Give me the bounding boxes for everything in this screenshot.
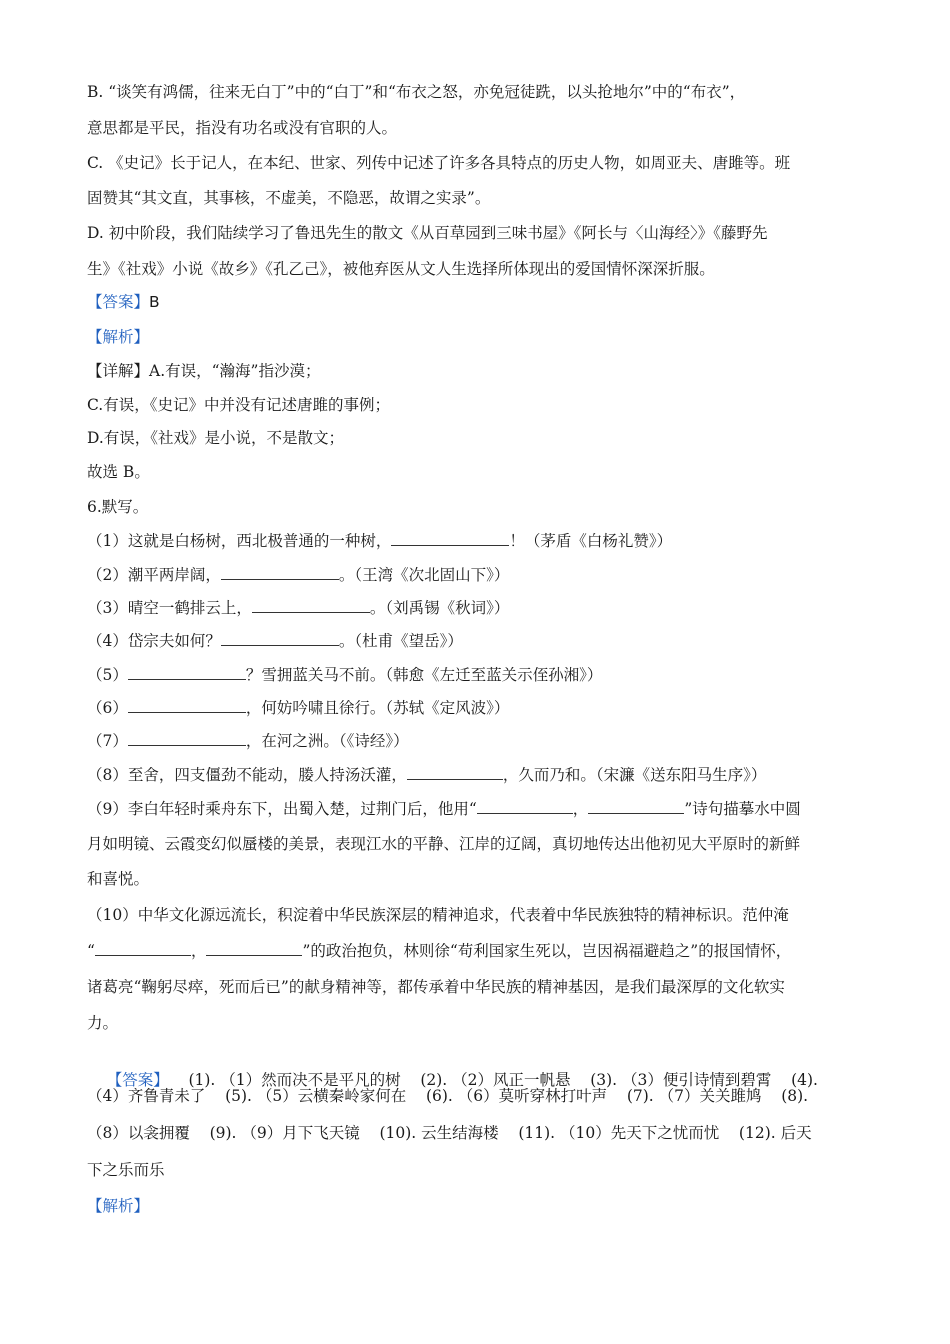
answer-blank xyxy=(221,631,339,646)
q6-item-10-line-3: 诸葛亮“鞠躬尽瘁，死而后已”的献身精神等，都传承着中华民族的精神基因，是我们最深厚的文化软实 xyxy=(87,978,785,996)
detail-tag: 【详解】 xyxy=(87,362,150,380)
q6-item-9-post: ”诗句描摹水中圆 xyxy=(684,800,801,818)
answer-blank xyxy=(407,765,503,780)
q6-item-post: ！（茅盾《白杨礼赞》） xyxy=(509,532,673,550)
question-6-title: 6.默写。 xyxy=(87,498,149,516)
q6-item-pre: （7） xyxy=(87,732,128,750)
q6-item-9-mid: ， xyxy=(572,800,589,818)
q6-item-post: 。（王湾《次北固山下》） xyxy=(338,566,510,584)
q6-item-9-line-1 xyxy=(87,799,870,819)
answer-blank xyxy=(477,799,573,814)
answer-blank xyxy=(206,941,302,956)
detail-line-2: C.有误，《史记》中并没有记述唐雎的事例； xyxy=(87,396,390,414)
q6-item-10-line-4: 力。 xyxy=(87,1014,119,1032)
q6-item-pre: （1）这就是白杨树，西北极普通的一种树， xyxy=(87,532,392,550)
q6-item-post: ？雪拥蓝关马不前。（韩愈《左迁至蓝关示侄孙湘》） xyxy=(245,666,603,684)
q6-item-pre: （3）晴空一鹤排云上， xyxy=(87,599,252,617)
q6-item-post: ，何妨吟啸且徐行。（苏轼《定风波》） xyxy=(245,699,510,717)
analysis-tag: 【解析】 xyxy=(87,328,150,346)
answer-6-line-4: 下之乐而乐 xyxy=(87,1161,165,1179)
option-c-line-2: 固赞其“其文直，其事核，不虚美，不隐恶，故谓之实录”。 xyxy=(87,189,491,207)
analysis-tag: 【解析】 xyxy=(87,1197,150,1215)
q6-item-9-line-3: 和喜悦。 xyxy=(87,870,150,888)
detail-line-3: D.有误，《社戏》是小说，不是散文； xyxy=(87,429,345,447)
answer-blank xyxy=(588,799,684,814)
option-b-line-1: B. “谈笑有鸿儒，往来无白丁”中的“白丁”和“布衣之怒，亦免冠徒跣，以头抢地尔”中的“布衣”， xyxy=(87,83,746,101)
answer-5 xyxy=(87,292,870,312)
q6-item-1 xyxy=(87,531,870,551)
option-b-line-2: 意思都是平民，指没有功名或没有官职的人。 xyxy=(87,119,398,137)
q6-item-pre: （2）潮平两岸阔， xyxy=(87,566,221,584)
answer-blank xyxy=(128,731,246,746)
option-c-line-1: C. 《史记》长于记人，在本纪、世家、列传中记述了许多各具特点的历史人物，如周亚夫、唐雎等。班 xyxy=(87,154,791,172)
q6-item-pre: （6） xyxy=(87,699,128,717)
answer-blank xyxy=(252,598,370,613)
answer-blank xyxy=(391,531,509,546)
q6-item-10-line-1: （10）中华文化源远流长，积淀着中华民族深层的精神追求，代表着中华民族独特的精神标识。范仲淹 xyxy=(87,906,789,924)
detail-text-1: A.有误，“瀚海”指沙漠； xyxy=(149,362,321,380)
q6-item-10-pre: “ xyxy=(87,942,95,960)
q6-item-10-post: ”的政治抱负，林则徐“苟利国家生死以，岂因祸福避趋之”的报国情怀， xyxy=(302,942,792,960)
q6-item-pre: （5） xyxy=(87,666,128,684)
q6-item-post: 。（刘禹锡《秋词》） xyxy=(369,599,510,617)
analysis-5 xyxy=(87,327,870,347)
option-d-line-1: D. 初中阶段，我们陆续学习了鲁迅先生的散文《从百草园到三味书屋》《阿长与〈山海经〉》《藤野先 xyxy=(87,224,768,242)
detail-line-1 xyxy=(87,361,870,381)
q6-item-9-line-2: 月如明镜、云霞变幻似蜃楼的美景，表现江水的平静、江岸的辽阔，真切地传达出他初见大平原时的新鲜 xyxy=(87,835,801,853)
q6-item-post: 。（杜甫《望岳》） xyxy=(338,632,463,650)
q6-item-6 xyxy=(87,698,870,718)
analysis-6 xyxy=(87,1196,870,1216)
q6-item-5 xyxy=(87,665,870,685)
answer-value: B xyxy=(149,293,160,311)
q6-item-8 xyxy=(87,765,870,785)
answer-6-text-1: (1). （1）然而决不是平凡的树 (2). （2）风正一帆悬 (3). （3）便引诗情到碧霄 (4). xyxy=(168,1071,818,1089)
q6-item-3 xyxy=(87,598,870,618)
answer-blank xyxy=(128,665,246,680)
q6-item-pre: （4）岱宗夫如何？ xyxy=(87,632,221,650)
q6-item-9-pre: （9）李白年轻时乘舟东下，出蜀入楚，过荆门后，他用“ xyxy=(87,800,477,818)
answer-tag: 【答案】 xyxy=(87,293,150,311)
q6-item-7 xyxy=(87,731,870,751)
q6-item-4 xyxy=(87,631,870,651)
q6-item-10-mid: ， xyxy=(190,942,207,960)
q6-item-post: ，久而乃和。（宋濂《送东阳马生序》） xyxy=(502,766,767,784)
option-d-line-2: 生》《社戏》小说《故乡》《孔乙己》，被他弃医从文人生选择所体现出的爱国情怀深深折服。 xyxy=(87,260,715,278)
q6-item-pre: （8）至舍，四支僵劲不能动，媵人持汤沃灌， xyxy=(87,766,407,784)
q6-item-10-line-2 xyxy=(87,941,870,961)
answer-blank xyxy=(128,698,246,713)
answer-blank xyxy=(95,941,191,956)
answer-tag: 【答案】 xyxy=(106,1071,169,1089)
answer-6-line-2: （4）齐鲁青未了 (5). （5）云横秦岭家何在 (6). （6）莫听穿林打叶声 (7). （7）关关雎鸠 (8). xyxy=(87,1087,809,1105)
answer-6-line-3: （8）以衾拥覆 (9). （9）月下飞天镜 (10). 云生结海楼 (11). （10）先天下之忧而忧 (12). 后天 xyxy=(87,1124,812,1142)
answer-blank xyxy=(221,565,339,580)
detail-line-4: 故选 B。 xyxy=(87,463,150,481)
q6-item-post: ，在河之洲。（《诗经》） xyxy=(245,732,409,750)
q6-item-2 xyxy=(87,565,870,585)
